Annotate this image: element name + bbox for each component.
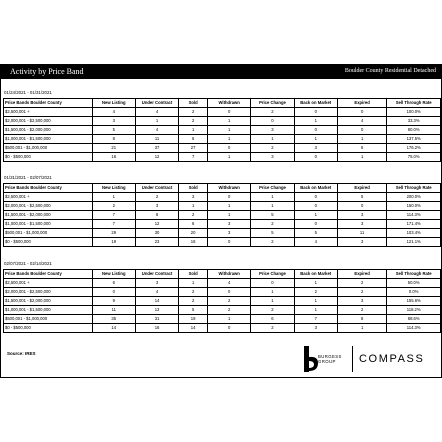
value-cell: 6	[179, 135, 208, 144]
value-cell: 6	[92, 279, 135, 288]
value-cell: 155.6%	[387, 297, 441, 306]
value-cell: 13	[135, 306, 178, 315]
column-header: Under Contract	[135, 270, 178, 279]
value-cell: 1	[294, 297, 337, 306]
value-cell: 171.4%	[387, 220, 441, 229]
value-cell: 7	[179, 153, 208, 162]
value-cell: 5	[337, 193, 386, 202]
value-cell: 1	[208, 153, 251, 162]
table-row	[4, 202, 441, 211]
value-cell: 1	[337, 135, 386, 144]
value-cell: 2	[251, 108, 294, 117]
value-cell: 12	[135, 153, 178, 162]
column-header: Sold	[179, 99, 208, 108]
value-cell: 3	[251, 126, 294, 135]
value-cell: 16	[179, 238, 208, 247]
date-range-label: 02/07/2021 - 02/14/2021	[4, 261, 52, 266]
value-cell: 14	[135, 297, 178, 306]
value-cell: 4	[92, 108, 135, 117]
column-header: New Listing	[92, 99, 135, 108]
table-row	[4, 153, 441, 162]
value-cell: 176.2%	[387, 144, 441, 153]
value-cell: 0	[294, 220, 337, 229]
value-cell: 5	[179, 306, 208, 315]
value-cell: 80.0%	[387, 126, 441, 135]
value-cell: 0	[337, 202, 386, 211]
table-row	[4, 288, 441, 297]
table-row	[4, 229, 441, 238]
value-cell: 33.3%	[387, 117, 441, 126]
price-band-cell: $0 - $500,000	[4, 238, 93, 247]
value-cell: 1	[294, 135, 337, 144]
value-cell: 5	[251, 211, 294, 220]
title-bar	[1, 65, 441, 79]
value-cell: 3	[294, 144, 337, 153]
value-cell: 0	[294, 193, 337, 202]
value-cell: 103.4%	[387, 229, 441, 238]
value-cell: 100.0%	[387, 108, 441, 117]
value-cell: 3	[337, 238, 386, 247]
value-cell: 3	[337, 211, 386, 220]
value-cell: 0	[294, 126, 337, 135]
price-band-cell: $2,000,001 - $2,500,000	[4, 202, 93, 211]
price-band-cell: $500,001 - $1,000,000	[4, 229, 93, 238]
value-cell: 3	[337, 297, 386, 306]
table-row	[4, 126, 441, 135]
column-header: Back on Market	[294, 184, 337, 193]
value-cell: 8	[92, 135, 135, 144]
value-cell: 12	[135, 220, 178, 229]
value-cell: 2	[179, 117, 208, 126]
value-cell: 0	[337, 108, 386, 117]
column-header: Under Contract	[135, 99, 178, 108]
value-cell: 3	[135, 202, 178, 211]
price-band-cell: $0 - $500,000	[4, 153, 93, 162]
value-cell: 19	[92, 238, 135, 247]
table-row	[4, 306, 441, 315]
value-cell: 0	[208, 288, 251, 297]
value-cell: 2	[179, 108, 208, 117]
brand-line-1: BURGESS	[318, 354, 342, 359]
column-header: New Listing	[92, 184, 135, 193]
value-cell: 16	[92, 153, 135, 162]
value-cell: 0	[92, 288, 135, 297]
value-cell: 0	[294, 202, 337, 211]
value-cell: 88.6%	[387, 315, 441, 324]
value-cell: 4	[135, 108, 178, 117]
column-header: Sell Through Rate	[387, 99, 441, 108]
value-cell: 35	[92, 315, 135, 324]
value-cell: 2	[251, 144, 294, 153]
value-cell: 7	[294, 315, 337, 324]
column-header: Back on Market	[294, 270, 337, 279]
value-cell: 1	[135, 117, 178, 126]
value-cell: 11	[135, 135, 178, 144]
value-cell: 20	[179, 229, 208, 238]
value-cell: 7	[92, 220, 135, 229]
value-cell: 150.0%	[387, 202, 441, 211]
column-header: Expired	[337, 270, 386, 279]
value-cell: 1	[208, 315, 251, 324]
price-band-cell: $2,500,001 +	[4, 279, 93, 288]
value-cell: 6	[337, 144, 386, 153]
value-cell: 1	[208, 126, 251, 135]
column-header: Withdrawn	[208, 270, 251, 279]
price-band-cell: $500,001 - $1,000,000	[4, 144, 93, 153]
value-cell: 75.0%	[387, 153, 441, 162]
value-cell: 1	[337, 324, 386, 333]
value-cell: 31	[135, 315, 178, 324]
value-cell: 3	[135, 279, 178, 288]
column-header: Price Bands Boulder County	[4, 270, 93, 279]
price-band-cell: $2,000,001 - $2,500,000	[4, 288, 93, 297]
value-cell: 14	[92, 324, 135, 333]
value-cell: 9	[92, 297, 135, 306]
value-cell: 1	[294, 279, 337, 288]
value-cell: 1	[92, 193, 135, 202]
column-header: Withdrawn	[208, 99, 251, 108]
header-row	[4, 184, 441, 193]
price-band-table	[3, 269, 441, 333]
value-cell: 0	[208, 144, 251, 153]
brand-line-2: GROUP	[318, 359, 336, 364]
date-range-label: 01/24/2021 - 01/31/2021	[4, 90, 52, 95]
value-cell: 16	[135, 324, 178, 333]
value-cell: 2	[208, 306, 251, 315]
value-cell: 6	[251, 315, 294, 324]
value-cell: 50.0%	[387, 279, 441, 288]
price-band-cell: $2,000,001 - $2,500,000	[4, 117, 93, 126]
column-header: Sold	[179, 270, 208, 279]
value-cell: 1	[179, 202, 208, 211]
value-cell: 2	[179, 297, 208, 306]
value-cell: 6	[179, 220, 208, 229]
value-cell: 5	[92, 126, 135, 135]
source-note: Source: IRES	[7, 351, 36, 356]
value-cell: 3	[92, 117, 135, 126]
value-cell: 3	[294, 324, 337, 333]
compass-logo: COMPASS	[359, 353, 425, 365]
value-cell: 1	[251, 288, 294, 297]
value-cell: 0.0%	[387, 288, 441, 297]
header-row	[4, 99, 441, 108]
value-cell: 137.5%	[387, 135, 441, 144]
value-cell: 21	[92, 144, 135, 153]
price-band-cell: $1,500,001 - $2,000,000	[4, 297, 93, 306]
header-row	[4, 270, 441, 279]
logo-divider	[352, 346, 353, 372]
column-header: Price Bands Boulder County	[4, 184, 93, 193]
value-cell: 0	[208, 238, 251, 247]
value-cell: 0	[294, 153, 337, 162]
value-cell: 1	[208, 211, 251, 220]
value-cell: 118.2%	[387, 306, 441, 315]
value-cell: 1	[294, 306, 337, 315]
value-cell: 2	[92, 202, 135, 211]
value-cell: 2	[251, 238, 294, 247]
price-band-cell: $1,000,001 - $1,500,000	[4, 220, 93, 229]
column-header: Price Change	[251, 270, 294, 279]
price-band-cell: $2,500,001 +	[4, 108, 93, 117]
value-cell: 2	[251, 324, 294, 333]
value-cell: 0	[251, 117, 294, 126]
value-cell: 114.3%	[387, 211, 441, 220]
value-cell: 37	[135, 144, 178, 153]
value-cell: 11	[92, 306, 135, 315]
table-row	[4, 117, 441, 126]
column-header: Price Change	[251, 99, 294, 108]
value-cell: 27	[179, 144, 208, 153]
column-header: Back on Market	[294, 99, 337, 108]
table-row	[4, 108, 441, 117]
value-cell: 0	[294, 108, 337, 117]
value-cell: 0	[337, 126, 386, 135]
column-header: Price Bands Boulder County	[4, 99, 93, 108]
value-cell: 4	[208, 279, 251, 288]
value-cell: 1	[179, 279, 208, 288]
column-header: New Listing	[92, 270, 135, 279]
value-cell: 5	[294, 229, 337, 238]
value-cell: 19	[179, 315, 208, 324]
value-cell: 7	[92, 211, 135, 220]
value-cell: 4	[337, 117, 386, 126]
value-cell: 200.0%	[387, 193, 441, 202]
value-cell: 2	[294, 288, 337, 297]
value-cell: 4	[135, 288, 178, 297]
value-cell: 4	[135, 126, 178, 135]
value-cell: 2	[337, 306, 386, 315]
value-cell: 2	[337, 288, 386, 297]
value-cell: 11	[337, 229, 386, 238]
column-header: Sold	[179, 184, 208, 193]
value-cell: 14	[179, 324, 208, 333]
value-cell: 1	[208, 202, 251, 211]
value-cell: 1	[294, 211, 337, 220]
value-cell: 1	[179, 126, 208, 135]
table-row	[4, 238, 441, 247]
value-cell: 2	[179, 288, 208, 297]
price-band-cell: $1,500,001 - $2,000,000	[4, 126, 93, 135]
region-label: Boulder County Residential Detached	[344, 68, 436, 74]
value-cell: 2	[208, 297, 251, 306]
price-band-table	[3, 183, 441, 247]
column-header: Expired	[337, 184, 386, 193]
value-cell: 1	[294, 117, 337, 126]
table-row	[4, 220, 441, 229]
value-cell: 3	[179, 193, 208, 202]
value-cell: 1	[251, 202, 294, 211]
value-cell: 1	[251, 135, 294, 144]
price-band-cell: $0 - $500,000	[4, 324, 93, 333]
column-header: Sell Through Rate	[387, 184, 441, 193]
table-row	[4, 193, 441, 202]
value-cell: 2	[251, 306, 294, 315]
value-cell: 3	[208, 229, 251, 238]
value-cell: 3	[251, 153, 294, 162]
value-cell: 1	[337, 153, 386, 162]
value-cell: 2	[337, 279, 386, 288]
report-sheet	[0, 64, 442, 378]
value-cell: 29	[92, 229, 135, 238]
table-row	[4, 144, 441, 153]
value-cell: 23	[135, 238, 178, 247]
column-header: Expired	[337, 99, 386, 108]
value-cell: 1	[208, 117, 251, 126]
table-row	[4, 211, 441, 220]
value-cell: 2	[179, 211, 208, 220]
value-cell: 8	[337, 315, 386, 324]
value-cell: 3	[208, 220, 251, 229]
column-header: Withdrawn	[208, 184, 251, 193]
table-row	[4, 297, 441, 306]
value-cell: 5	[251, 229, 294, 238]
value-cell: 3	[337, 220, 386, 229]
price-band-table	[3, 98, 441, 162]
value-cell: 1	[251, 297, 294, 306]
value-cell: 1	[208, 135, 251, 144]
column-header: Sell Through Rate	[387, 270, 441, 279]
price-band-cell: $1,000,001 - $1,500,000	[4, 135, 93, 144]
price-band-cell: $500,001 - $1,000,000	[4, 315, 93, 324]
table-row	[4, 315, 441, 324]
value-cell: 0	[208, 324, 251, 333]
table-row	[4, 135, 441, 144]
value-cell: 0	[208, 193, 251, 202]
value-cell: 2	[135, 193, 178, 202]
value-cell: 8	[135, 211, 178, 220]
price-band-cell: $2,500,001 +	[4, 193, 93, 202]
burgess-group-wordmark	[318, 354, 342, 364]
value-cell: 1	[251, 193, 294, 202]
table-row	[4, 324, 441, 333]
price-band-cell: $1,000,001 - $1,500,000	[4, 306, 93, 315]
value-cell: 114.3%	[387, 324, 441, 333]
date-range-label: 01/31/2021 - 02/07/2021	[4, 175, 52, 180]
value-cell: 121.1%	[387, 238, 441, 247]
value-cell: 30	[135, 229, 178, 238]
report-title: Activity by Price Band	[10, 67, 84, 76]
column-header: Under Contract	[135, 184, 178, 193]
value-cell: 4	[294, 238, 337, 247]
table-row	[4, 279, 441, 288]
column-header: Price Change	[251, 184, 294, 193]
price-band-cell: $1,500,001 - $2,000,000	[4, 211, 93, 220]
value-cell: 0	[208, 108, 251, 117]
value-cell: 2	[251, 220, 294, 229]
value-cell: 0	[251, 279, 294, 288]
